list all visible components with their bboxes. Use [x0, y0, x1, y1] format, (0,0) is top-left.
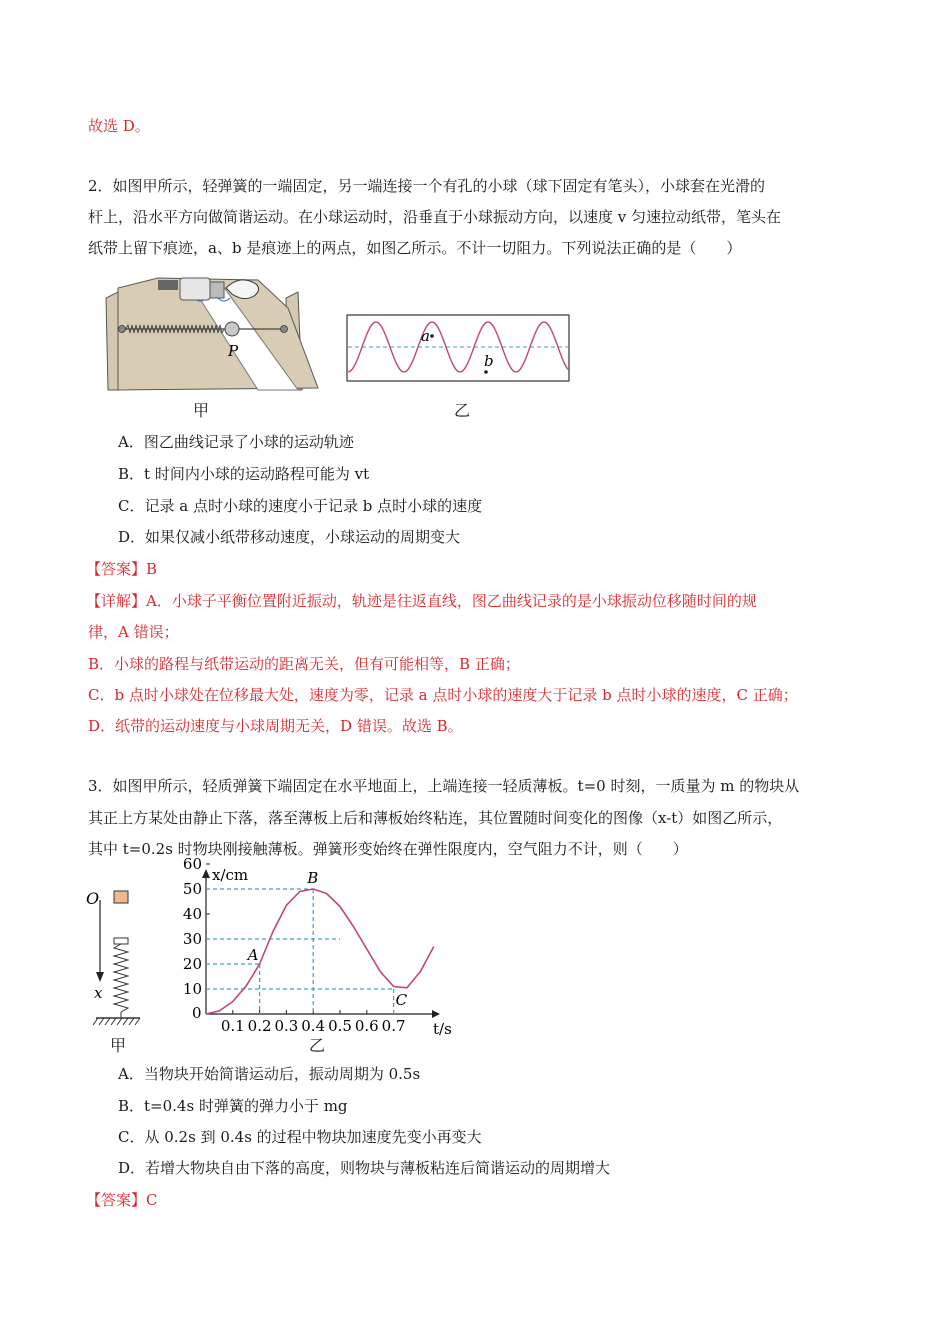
q2-option-a: A．图乙曲线记录了小球的运动轨迹: [118, 433, 354, 451]
q3-xt-chart: [170, 855, 460, 1038]
y-tick-label: 30: [182, 930, 202, 948]
point-label-a: A: [247, 946, 259, 964]
q2-label-p: P: [228, 342, 239, 360]
prev-conclusion: 故选 D。: [88, 117, 150, 135]
x-tick-label: 0.2: [247, 1017, 272, 1035]
x-tick-label: 0.1: [220, 1017, 245, 1035]
y-tick-label: 40: [182, 905, 202, 923]
point-label-b: B: [307, 869, 319, 887]
q2-option-d: D．如果仅减小纸带移动速度，小球运动的周期变大: [118, 528, 461, 546]
x-tick-label: 0.7: [381, 1017, 406, 1035]
q2-label-a: a: [421, 327, 430, 345]
q3-stem-line-1: 3．如图甲所示，轻质弹簧下端固定在水平地面上，上端连接一轻质薄板。t=0 时刻，一质量为 m 的物块从: [88, 777, 800, 795]
q3-stem-line-2: 其正上方某处由静止下落，落至薄板上后和薄板始终粘连，其位置随时间变化的图像（x-t）如图乙所示，: [88, 809, 783, 827]
q3-fig-left-caption: 甲: [110, 1036, 127, 1055]
origin-label: 0: [192, 1004, 202, 1022]
q3-chart-caption: 乙: [309, 1036, 326, 1055]
q2-label-b: b: [484, 352, 494, 370]
q3-spring-figure: [84, 884, 144, 1032]
q2-apparatus-figure: [98, 268, 326, 394]
q2-fig-right-caption: 乙: [454, 401, 471, 420]
y-tick-label: 60: [182, 855, 202, 873]
q2-explanation-line-4: C．b 点时小球处在位移最大处，速度为零，记录 a 点时小球的速度大于记录 b 点时小球的速度，C 正确；: [88, 686, 798, 704]
y-axis-arrow: [202, 869, 210, 878]
q3-stem-line-3: 其中 t=0.2s 时物块刚接触薄板。弹簧形变始终在弹性限度内，空气阻力不计，则（ ）: [88, 840, 688, 858]
q2-explanation-line-3: B．小球的路程与纸带运动的距离无关，但有可能相等，B 正确；: [88, 655, 520, 673]
q2-explanation-line-1: 【详解】A．小球子平衡位置附近振动，轨迹是往返直线，图乙曲线记录的是小球振动位移随时间的规: [86, 592, 757, 610]
q2-option-b: B．t 时间内小球的运动路程可能为 vt: [118, 465, 370, 483]
q2-fig-left-caption: 甲: [193, 401, 210, 420]
q3-label-o: O: [86, 889, 100, 908]
y-tick-label: 50: [182, 880, 202, 898]
q2-stem-line-1: 2．如图甲所示，轻弹簧的一端固定，另一端连接一个有孔的小球（球下固定有笔头），小球套在光滑的: [88, 177, 766, 195]
q2-explanation-line-2: 律，A 错误；: [88, 623, 179, 641]
q2-explanation-line-5: D．纸带的运动速度与小球周期无关，D 错误。故选 B。: [88, 717, 463, 735]
q3-option-c: C．从 0.2s 到 0.4s 的过程中物块加速度先变小再变大: [118, 1128, 482, 1146]
x-tick-label: 0.3: [274, 1017, 299, 1035]
q2-stem-line-2: 杆上，沿水平方向做简谐运动。在小球运动时，沿垂直于小球振动方向，以速度 v 匀速拉动纸带，笔头在: [88, 208, 782, 226]
q3-label-x: x: [94, 984, 103, 1002]
q3-answer: 【答案】C: [86, 1191, 158, 1209]
q2-trace-figure: [346, 314, 572, 384]
q3-option-d: D．若增大物块自由下落的高度，则物块与薄板粘连后简谐运动的周期增大: [118, 1159, 611, 1177]
y-tick-label: 20: [182, 955, 202, 973]
x-axis-arrow: [432, 1010, 440, 1018]
x-tick-label: 0.4: [301, 1017, 326, 1035]
q2-option-c: C．记录 a 点时小球的速度小于记录 b 点时小球的速度: [118, 497, 483, 515]
q3-option-b: B．t=0.4s 时弹簧的弹力小于 mg: [118, 1097, 348, 1115]
x-axis-label: t/s: [433, 1020, 452, 1038]
y-tick-label: 10: [182, 980, 202, 998]
q2-stem-line-3: 纸带上留下痕迹，a、b 是痕迹上的两点，如图乙所示。不计一切阻力。下列说法正确的是（ ）: [88, 239, 742, 257]
x-tick-label: 0.5: [328, 1017, 352, 1035]
point-label-c: C: [395, 991, 408, 1009]
x-tick-label: 0.6: [354, 1017, 379, 1035]
y-axis-label: x/cm: [212, 866, 249, 884]
q3-option-a: A．当物块开始简谐运动后，振动周期为 0.5s: [118, 1065, 421, 1083]
q2-answer: 【答案】B: [86, 560, 158, 578]
